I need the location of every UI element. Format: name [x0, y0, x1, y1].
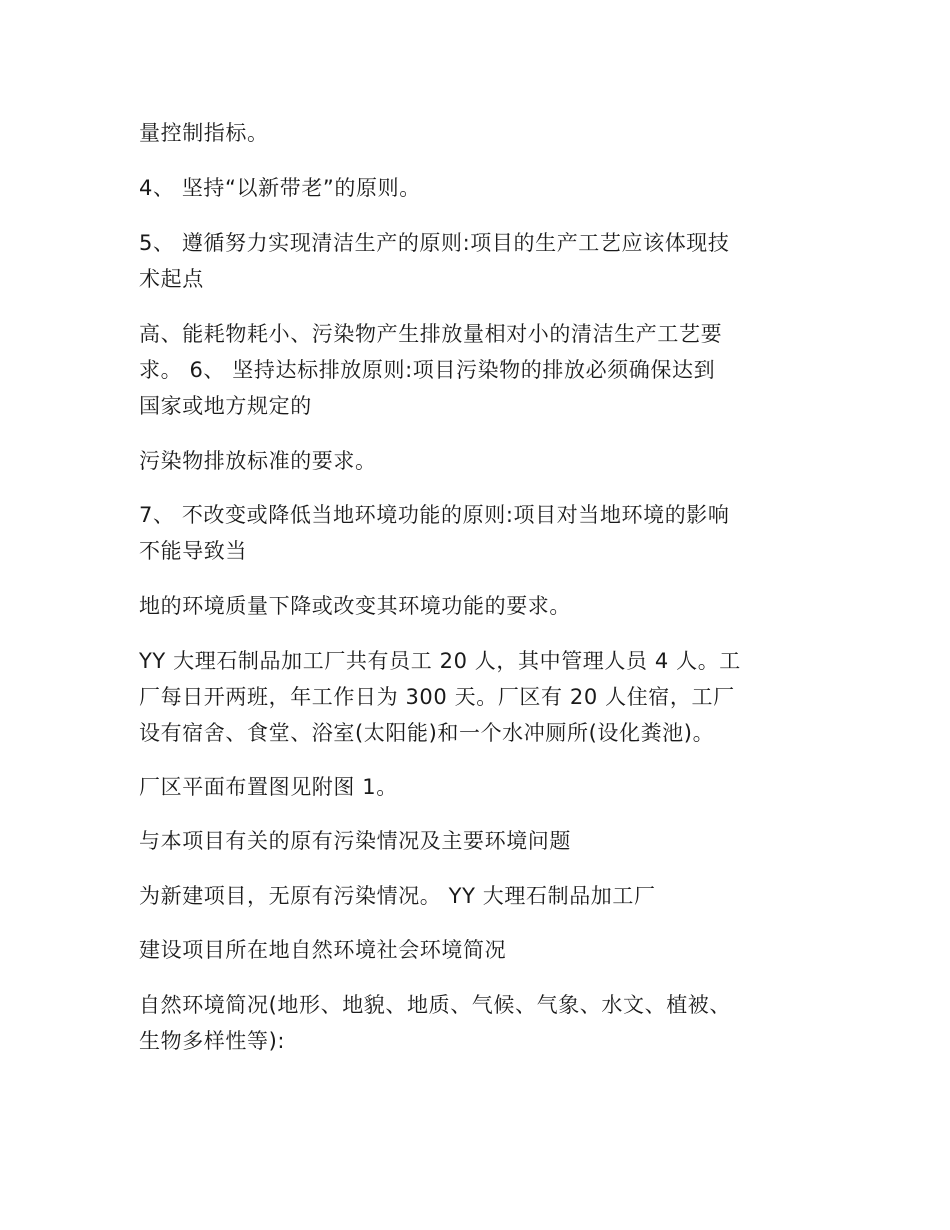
text-line: 高、能耗物耗小、污染物产生排放量相对小的清洁生产工艺要 [139, 322, 723, 346]
paragraph-layout-figure [139, 769, 819, 805]
paragraph-new-project [139, 878, 819, 914]
text-line: 不能导致当 [139, 539, 247, 563]
paragraph-principle-6 [139, 316, 819, 424]
paragraph-environment-function [139, 588, 819, 624]
text-line: 量控制指标。 [139, 121, 269, 145]
paragraph-natural-environment [139, 987, 819, 1059]
text-line: 生物多样性等): [139, 1029, 286, 1053]
text-line: 国家或地方规定的 [139, 394, 312, 418]
text-line: YY 大理石制品加工厂共有员工 20 人，其中管理人员 4 人。工 [139, 649, 741, 673]
text-line: 与本项目有关的原有污染情况及主要环境问题 [139, 829, 571, 853]
text-line: 求。 6、 坚持达标排放原则:项目污染物的排放必须确保达到 [139, 358, 716, 382]
paragraph-principle-5 [139, 225, 819, 297]
text-line: 厂区平面布置图见附图 1。 [139, 775, 398, 799]
section-heading-site-environment [139, 932, 819, 968]
paragraph-emission-standard [139, 443, 819, 479]
text-line: 设有宿舍、食堂、浴室(太阳能)和一个水冲厕所(设化粪池)。 [139, 721, 715, 745]
text-line: 建设项目所在地自然环境社会环境简况 [139, 938, 507, 962]
paragraph-control-indicators [139, 115, 819, 151]
paragraph-principle-4 [139, 170, 819, 206]
section-heading-existing-pollution [139, 823, 819, 859]
text-line: 5、 遵循努力实现清洁生产的原则:项目的生产工艺应该体现技 [139, 231, 730, 255]
paragraph-staff-info [139, 643, 819, 751]
text-line: 为新建项目，无原有污染情况。 YY 大理石制品加工厂 [139, 884, 656, 908]
text-line: 7、 不改变或降低当地环境功能的原则:项目对当地环境的影响 [139, 503, 730, 527]
paragraph-principle-7 [139, 497, 819, 569]
text-line: 厂每日开两班，年工作日为 300 天。厂区有 20 人住宿，工厂 [139, 685, 735, 709]
text-line: 污染物排放标准的要求。 [139, 449, 377, 473]
text-line: 地的环境质量下降或改变其环境功能的要求。 [139, 594, 571, 618]
text-line: 自然环境简况(地形、地貌、地质、气候、气象、水文、植被、 [139, 993, 731, 1017]
text-line: 4、 坚持“以新带老”的原则。 [139, 176, 421, 200]
text-line: 术起点 [139, 267, 204, 291]
